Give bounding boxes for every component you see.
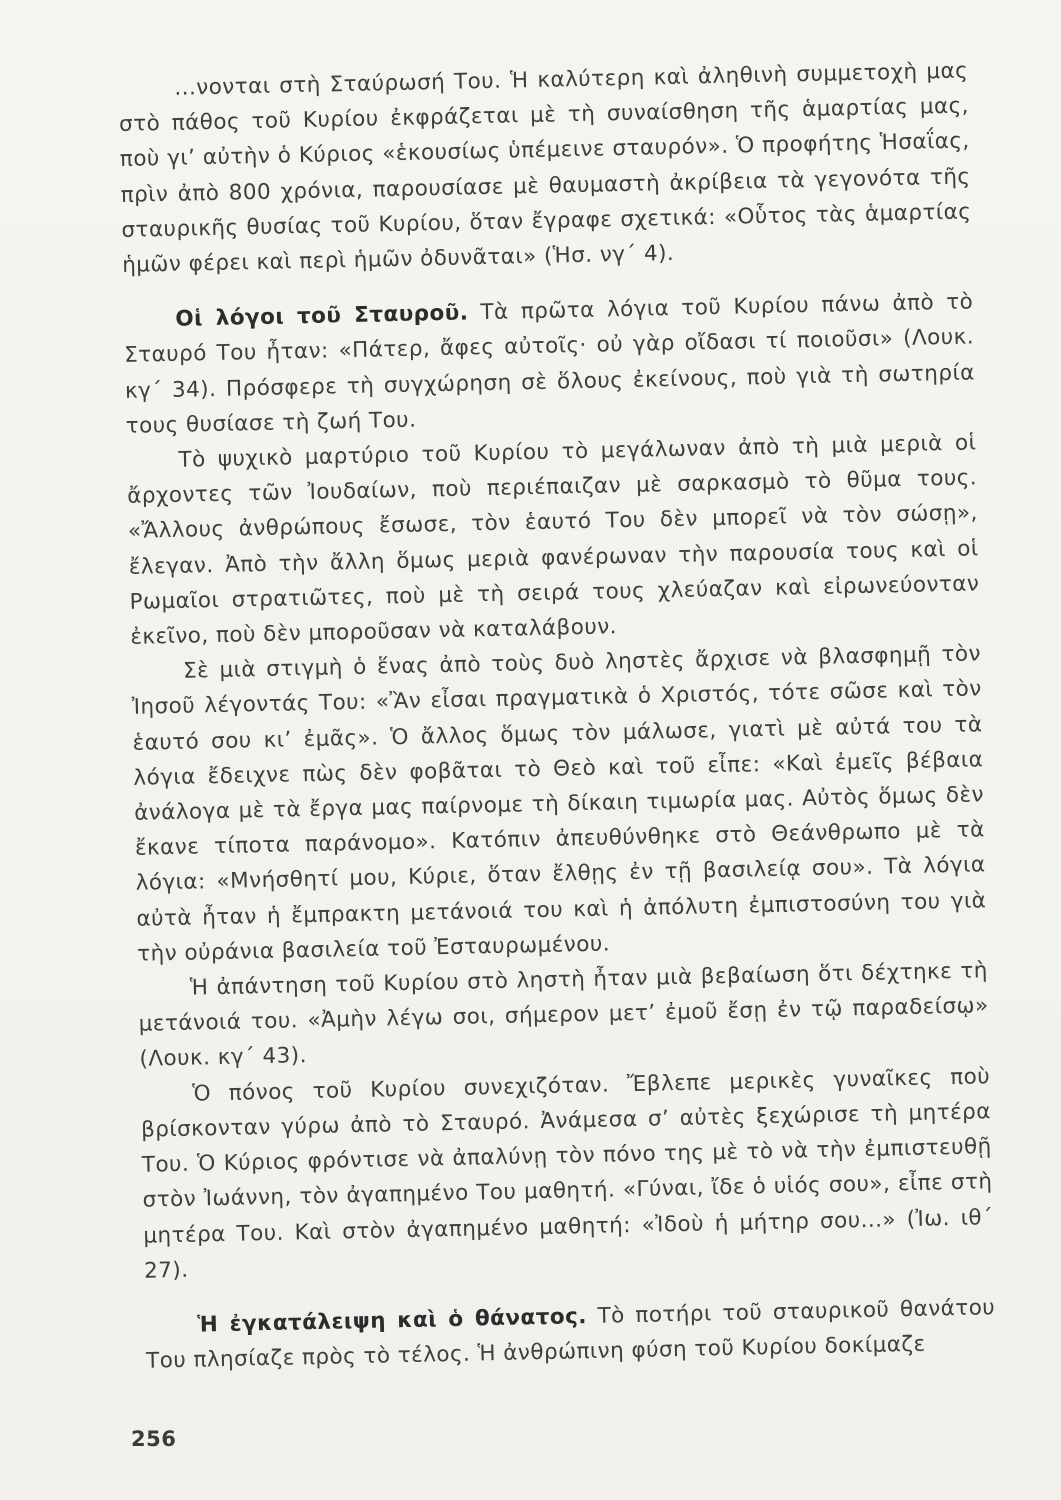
paragraph-answer: Ἡ ἀπάντηση τοῦ Κυρίου στὸ ληστὴ ἦταν μιὰ βεβαίωση ὅτι δέχτηκε τὴ μετάνοιά του. «Ἀμὴν λέγω σοι, σήμερον μετ’ ἐμοῦ ἔσῃ ἐν τῷ παραδείσῳ» (Λουκ. κγ΄ 43). <box>138 958 989 1073</box>
paragraph-words-of-cross <box>123 285 976 444</box>
paragraph-abandonment <box>145 1290 996 1379</box>
paragraph-mother: Ὁ πόνος τοῦ Κυρίου συνεχιζόταν. Ἔβλεπε μερικὲς γυναῖκες ποὺ βρίσκονταν γύρω ἀπὸ τὸ Σταυρό. Ἀνάμεσα σ’ αὐτὲς ξεχώρισε τὴ μητέρα Του. Ὁ Κύριος φρόντισε νὰ ἀπαλύνῃ τὸν πόνο της μὲ τὸ νὰ τὴν ἐμπιστευθῇ στὸν Ἰωάννη, τὸν ἀγαπημένο Του μαθητή. «Γύναι, ἴδε ὁ υἱός σου», εἶπε στὴ μητέρα Του. Καὶ στὸν ἀγαπημένο μαθητή: «Ἰδοὺ ἡ μήτηρ σου...» (Ἰω. ιθ΄ 27). <box>140 1063 994 1284</box>
page-body <box>118 53 996 1379</box>
page-number: 256 <box>131 1427 177 1451</box>
paragraph-mockery: Τὸ ψυχικὸ μαρτύριο τοῦ Κυρίου τὸ μεγάλωναν ἀπὸ τὴ μιὰ μεριὰ οἱ ἄρχοντες τῶν Ἰουδαίων, ποὺ περιέπαιζαν μὲ σαρκασμὸ τὸ θῦμα τους. «Ἄλλους ἀνθρώπους ἔσωσε, τὸν ἑαυτό Του δὲν μπορεῖ νὰ τὸν σώσῃ», ἔλεγαν. Ἀπὸ τὴν ἄλλη ὅμως μεριὰ φανέρωναν τὴν παρουσία τους καὶ οἱ Ρωμαῖοι στρατιῶτες, ποὺ μὲ τὴ σειρά τους χλεύαζαν καὶ εἰρωνεύονταν ἐκεῖνο, ποὺ δὲν μποροῦσαν νὰ καταλάβουν. <box>126 430 980 650</box>
paragraph-thieves: Σὲ μιὰ στιγμὴ ὁ ἕνας ἀπὸ τοὺς δυὸ ληστὲς ἄρχισε νὰ βλασφημῇ τὸν Ἰησοῦ λέγοντάς Του: «Ἂν εἶσαι πραγματικὰ ὁ Χριστός, τότε σῶσε καὶ τὸν ἑαυτό σου κι’ ἐμᾶς». Ὁ ἄλλος ὅμως τὸν μάλωσε, γιατὶ μὲ αὐτά του τὰ λόγια ἔδειχνε πὼς δὲν φοβᾶται τὸ Θεὸ καὶ τοῦ εἶπε: «Καὶ ἐμεῖς βέβαια ἀνάλογα μὲ τὰ ἔργα μας παίρνομε τὴ δίκαιη τιμωρία μας. Αὐτὸς ὅμως δὲν ἔκανε τίποτα παράνομο». Κατόπιν ἀπευθύνθηκε στὸ Θεάνθρωπο μὲ τὰ λόγια: «Μνήσθητί μου, Κύριε, ὅταν ἔλθῃς ἐν τῇ βασιλείᾳ σου». Τὰ λόγια αὐτὰ ἦταν ἡ ἔμπρακτη μετάνοιά του καὶ ἡ ἀπόλυτη ἐμπιστοσύνη του γιὰ τὴν οὐράνια βασιλεία τοῦ Ἐσταυρωμένου. <box>131 641 987 967</box>
section-heading-abandonment: Ἡ ἐγκατάλειψη καὶ ὁ θάνατος. <box>197 1303 588 1338</box>
section-heading-words-of-cross: Οἱ λόγοι τοῦ Σταυροῦ. <box>175 300 469 333</box>
paragraph-words-of-cross-text: Τὰ πρῶτα λόγια τοῦ Κυρίου πάνω ἀπὸ τὸ Σταυρό Του ἦταν: «Πάτερ, ἄφες αὐτοῖς· οὐ γὰρ οἴδασι τί ποιοῦσι» (Λουκ. κγ΄ 34). Πρόσφερε τὴ συγχώρηση σὲ ὅλους ἐκείνους, ποὺ γιὰ τὴ σωτηρία τους θυσίασε τὴ ζωή Του. <box>123 289 976 439</box>
paragraph-intro: ...νονται στὴ Σταύρωσή Του. Ἡ καλύτερη καὶ ἀληθινὴ συμμετοχὴ μας στὸ πάθος τοῦ Κυρίου ἐκφράζεται μὲ τὴ συναίσθηση τῆς ἁμαρτίας μας, ποὺ γι’ αὐτὴν ὁ Κύριος «ἑκουσίως ὑπέμεινε σταυρόν». Ὁ προφήτης Ἡσαΐας, πρὶν ἀπὸ 800 χρόνια, παρουσίασε μὲ θαυμαστὴ ἀκρίβεια τὰ γεγονότα τῆς σταυρικῆς θυσίας τοῦ Κυρίου, ὅταν ἔγραφε σχετικά: «Οὗτος τὰς ἁμαρτίας ἡμῶν φέρει καὶ περὶ ἡμῶν ὀδυνᾶται» (Ἡσ. νγ΄ 4). <box>118 58 972 278</box>
paragraph-abandonment-text: Τὸ ποτήρι τοῦ σταυρικοῦ θανάτου Του πλησίαζε πρὸς τὸ τέλος. Ἡ ἀνθρώπινη φύση τοῦ Κυρίου δοκίμαζε <box>145 1295 996 1374</box>
